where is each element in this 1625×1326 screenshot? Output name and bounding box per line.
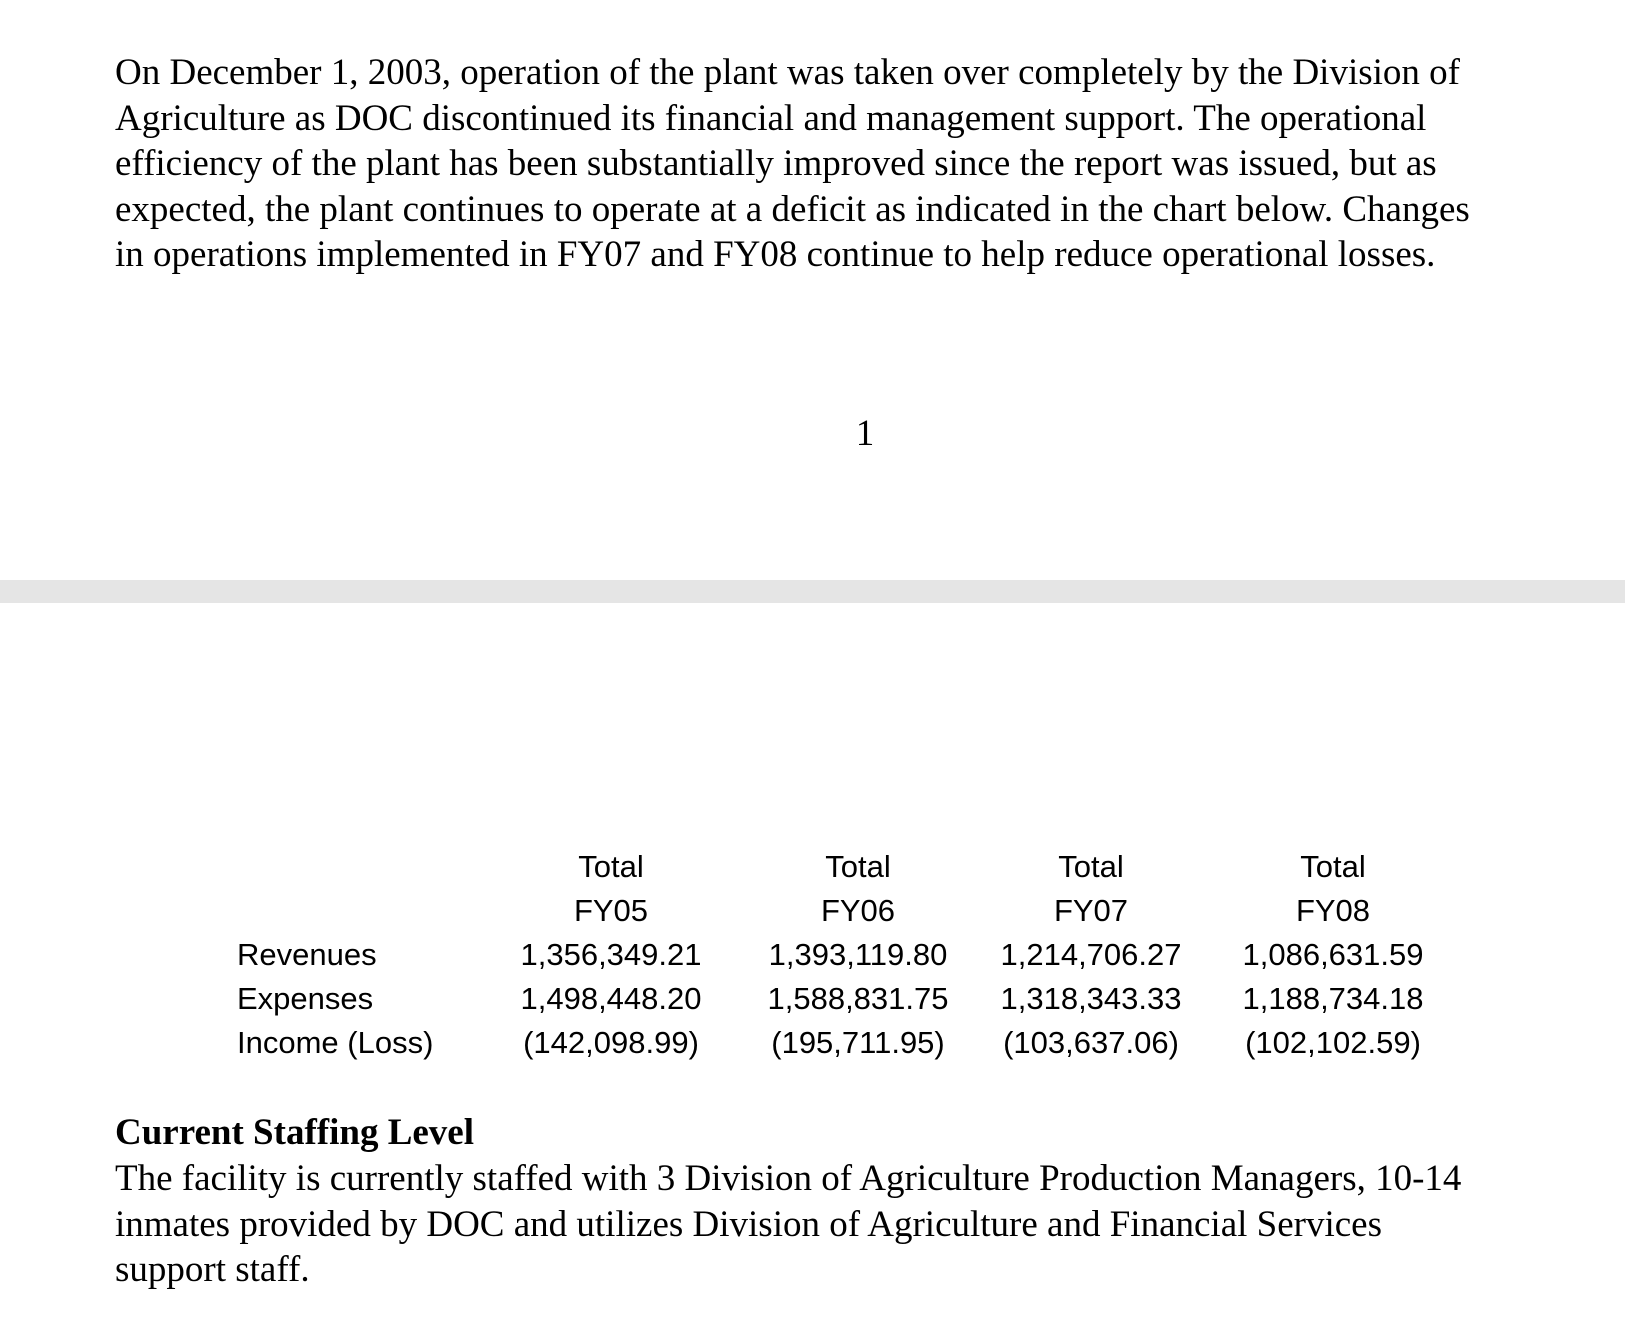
table-cell: 1,214,706.27: [1000, 937, 1182, 972]
column-header-fy06: FY06: [820, 893, 896, 928]
staffing-heading: Current Staffing Level: [115, 1112, 474, 1153]
staffing-paragraph: [115, 1156, 1595, 1293]
table-cell: 1,393,119.80: [768, 937, 948, 972]
table-cell: 1,356,349.21: [520, 937, 702, 972]
table-cell: 1,318,343.33: [1000, 981, 1182, 1016]
table-cell: (102,102.59): [1245, 1025, 1421, 1060]
staffing-line: support staff.: [115, 1249, 310, 1290]
intro-line: in operations implemented in FY07 and FY08 continue to help reduce operational losses.: [115, 234, 1436, 275]
column-header-total: Total: [1300, 849, 1366, 884]
table-cell: 1,588,831.75: [767, 981, 949, 1016]
page-number: 1: [855, 413, 875, 454]
table-cell: 1,498,448.20: [520, 981, 702, 1016]
staffing-line: The facility is currently staffed with 3 Division of Agriculture Production Managers, 10-14: [115, 1158, 1462, 1199]
intro-line: Agriculture as DOC discontinued its financial and management support. The operational: [115, 97, 1427, 139]
column-header-total: Total: [825, 849, 891, 884]
column-header-fy05: FY05: [573, 893, 649, 928]
table-cell: 1,188,734.18: [1242, 981, 1424, 1016]
column-header-total: Total: [1058, 849, 1124, 884]
table-cell: (195,711.95): [771, 1025, 945, 1060]
row-label-income-loss: Income (Loss): [237, 1025, 434, 1060]
intro-line: efficiency of the plant has been substantially improved since the report was issued, but as: [115, 143, 1437, 184]
row-label-revenues: Revenues: [237, 937, 377, 972]
intro-line: On December 1, 2003, operation of the plant was taken over completely by the Division of: [115, 52, 1460, 93]
column-header-total: Total: [578, 849, 644, 884]
table-cell: 1,086,631.59: [1242, 937, 1424, 972]
staffing-line: inmates provided by DOC and utilizes Division of Agriculture and Financial Services: [115, 1203, 1382, 1245]
intro-line: expected, the plant continues to operate at a deficit as indicated in the chart below. Changes: [115, 188, 1470, 230]
table-cell: (103,637.06): [1003, 1025, 1179, 1060]
column-header-fy08: FY08: [1295, 893, 1371, 928]
row-label-expenses: Expenses: [237, 981, 374, 1016]
column-header-fy07: FY07: [1053, 893, 1129, 928]
table-cell: (142,098.99): [523, 1025, 699, 1060]
